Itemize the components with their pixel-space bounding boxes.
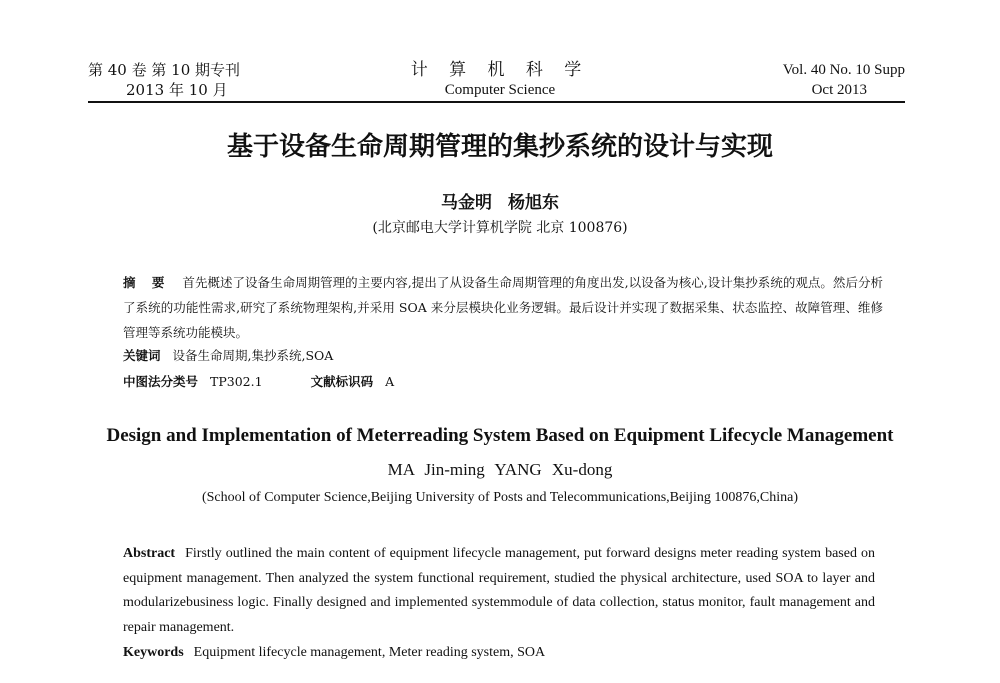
keywords-zh	[123, 346, 333, 364]
journal-issue-info-en	[783, 60, 905, 100]
keywords-en	[123, 645, 545, 661]
authors-zh: 马金明 杨旭东	[441, 193, 559, 213]
journal-volume: 第 40 卷 第 10 期专刊	[88, 61, 241, 79]
affiliation-en: (School of Computer Science,Beijing University of Posts and Telecommunications,Beijing 100876,China)	[201, 490, 798, 505]
abstract-zh	[123, 270, 883, 345]
volume-en: Vol. 40 No. 10 Supp	[782, 62, 905, 78]
journal-date: 2013 年 10 月	[126, 81, 228, 99]
journal-name-zh: 计 算 机 科 学	[410, 60, 590, 80]
classification-value: TP302.1	[210, 374, 263, 389]
keywords-zh-label: 关键词	[123, 348, 161, 363]
authors-en: MA Jin-ming YANG Xu-dong	[387, 460, 613, 479]
classification-zh	[123, 372, 394, 390]
document-code-label: 文献标识码	[310, 374, 374, 389]
date-en: Oct 2013	[811, 82, 867, 98]
journal-name-en: Computer Science	[444, 82, 556, 98]
abstract-en-label: Abstract	[123, 546, 176, 561]
keywords-en-label: Keywords	[123, 645, 184, 660]
classification-label: 中图法分类号	[123, 374, 199, 389]
paper-title-en: Design and Implementation of Meterreading System Based on Equipment Lifecycle Management	[106, 425, 894, 446]
affiliation-zh: (北京邮电大学计算机学院 北京 100876)	[372, 220, 628, 236]
abstract-zh-text: 首先概述了设备生命周期管理的主要内容,提出了从设备生命周期管理的角度出发,以设备为核心,设计集抄系统的观点。然后分析了系统的功能性需求,研究了系统物理架构,并采用 SOA 来分层模块化业务逻辑。最后设计并实现了数据采集、状态监控、故障管理、维修管理等系统功能模块。	[123, 275, 883, 340]
keywords-zh-text: 设备生命周期,集抄系统,SOA	[172, 348, 334, 363]
abstract-en-text: Firstly outlined the main content of equipment lifecycle management, put forward designs meter reading system based on equipment management. Then analyzed the system functional requirement, studied the physical architecture, used SOA to layer and modularizebusiness logic. Finally designed and implemented systemmodule of data collection, status monitor, fault management and repair management.	[123, 546, 875, 635]
header-rule	[88, 101, 905, 103]
abstract-zh-label: 摘 要	[123, 275, 171, 290]
keywords-en-text: Equipment lifecycle management, Meter reading system, SOA	[193, 645, 546, 660]
paper-title-zh: 基于设备生命周期管理的集抄系统的设计与实现	[226, 132, 773, 162]
abstract-en	[123, 542, 875, 640]
document-code-value: A	[385, 374, 395, 389]
